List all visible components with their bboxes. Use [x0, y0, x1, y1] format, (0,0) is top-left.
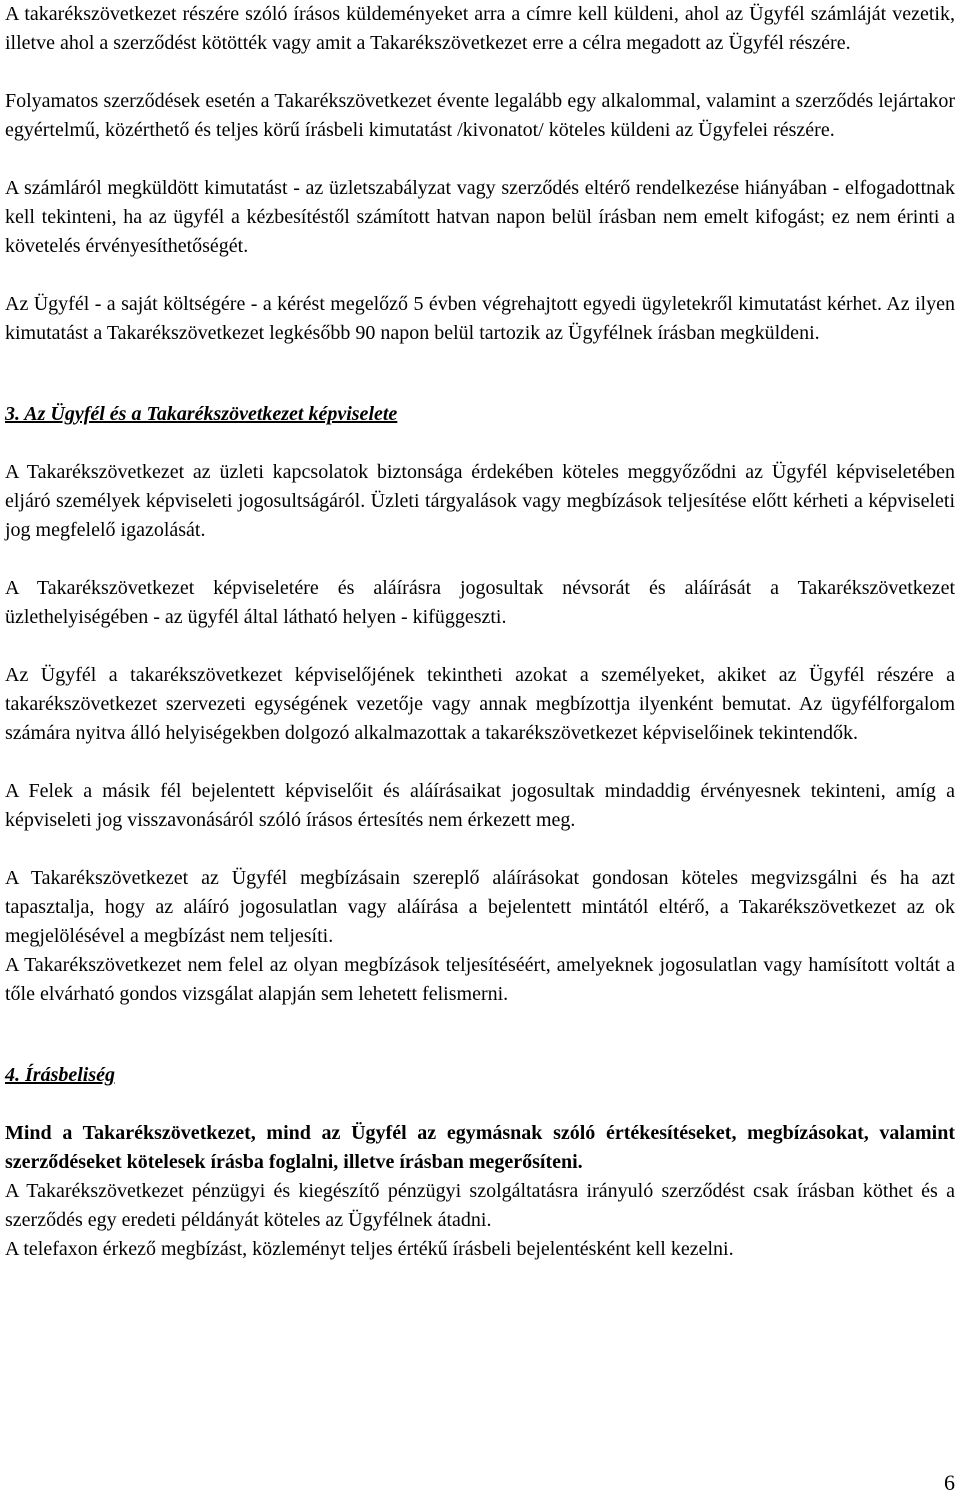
paragraph-written-contracts: A Takarékszövetkezet pénzügyi és kiegészítő pénzügyi szolgáltatásra irányuló szerződést csak írásban köthet és a szerződés egy eredeti példányát köteles az Ügyfélnek átadni.: [5, 1180, 955, 1231]
paragraph-representatives: Az Ügyfél a takarékszövetkezet képviselőjének tekintheti azokat a személyeket, akiket az Ügyfél részére a takarékszövetkezet szervezeti egységének vezetője vagy annak megbízottja ilyenként bemutat. Az ügyfélforgalom számára nyitva álló helyiségekben dolgozó alkalmazottak a takarékszövetkezet képviselőinek tekintendők.: [5, 664, 955, 744]
paragraph-liability: A Takarékszövetkezet nem felel az olyan megbízások teljesítéséért, amelyeknek jogosulatlan vagy hamísított voltát a tőle elvárható gondos vizsgálat alapján sem lehetett felismerni.: [5, 954, 955, 1005]
paragraph-fax-orders: A telefaxon érkező megbízást, közleményt teljes értékű írásbeli bejelentésként kell kezelni.: [5, 1238, 734, 1260]
paragraph-statement-acceptance: A számláról megküldött kimutatást - az üzletszabályzat vagy szerződés eltérő rendelkezése hiányában - elfogadottnak kell tekinteni, ha az ügyfél a kézbesítéstől számított hatvan napon belül írásban nem emelt kifogást; ez nem érinti a követelés érvényesíthetőségét.: [5, 177, 955, 257]
paragraph-signatories-list: A Takarékszövetkezet képviseletére és aláírásra jogosultak névsorát és aláírását a Takarékszövetkezet üzlethelyiségében - az ügyfél által látható helyen - kifüggeszti.: [5, 577, 955, 628]
paragraph-representation-verification: A Takarékszövetkezet az üzleti kapcsolatok biztonsága érdekében köteles meggyőződni az Ügyfél képviseletében eljáró személyek képviseleti jogosultságáról. Üzleti tárgyalások vagy megbízások teljesítése előtt kérheti a képviseleti jog megfelelő igazolását.: [5, 461, 955, 541]
paragraph-statement-request: Az Ügyfél - a saját költségére - a kérést megelőző 5 évben végrehajtott egyedi ügyletekről kimutatást kérhet. Az ilyen kimutatást a Takarékszövetkezet legkésőbb 90 napon belül tartozik az Ügyfélnek írásban megküldeni.: [5, 293, 955, 344]
page-number: 6: [944, 1470, 955, 1495]
paragraph-mailing-address: A takarékszövetkezet részére szóló írásos küldeményeket arra a címre kell küldeni, ahol az Ügyfél számláját vezetik, illetve ahol a szerződést kötötték vagy amit a Takarékszövetkezet erre a célra megadott az Ügyfél részére.: [5, 3, 955, 54]
section-heading-representation: 3. Az Ügyfél és a Takarékszövetkezet képviselete: [5, 403, 398, 425]
section-heading-written-form: 4. Írásbeliség: [5, 1064, 115, 1086]
paragraph-notified-representatives: A Felek a másik fél bejelentett képviselőit és aláírásaikat jogosultak mindaddig érvényesnek tekinteni, amíg a képviseleti jog visszavonásáról szóló írásos értesítés nem érkezett meg.: [5, 780, 955, 831]
document-page: [5, 0, 955, 1264]
paragraph-signature-check: A Takarékszövetkezet az Ügyfél megbízásain szereplő aláírásokat gondosan köteles megvizsgálni és ha azt tapasztalja, hogy az aláíró jogosulatlan vagy aláírása a bejelentett mintától eltérő, a Takarékszövetkezet az ok megjelölésével a megbízást nem teljesíti.: [5, 867, 955, 947]
paragraph-written-obligation: Mind a Takarékszövetkezet, mind az Ügyfél az egymásnak szóló értékesítéseket, megbízásokat, valamint szerződéseket kötelesek írásba foglalni, illetve írásban megerősíteni.: [5, 1122, 955, 1173]
paragraph-continuous-contracts: Folyamatos szerződések esetén a Takarékszövetkezet évente legalább egy alkalommal, valamint a szerződés lejártakor egyértelmű, közérthető és teljes körű írásbeli kimutatást /kivonatot/ köteles küldeni az Ügyfelei részére.: [5, 90, 955, 141]
